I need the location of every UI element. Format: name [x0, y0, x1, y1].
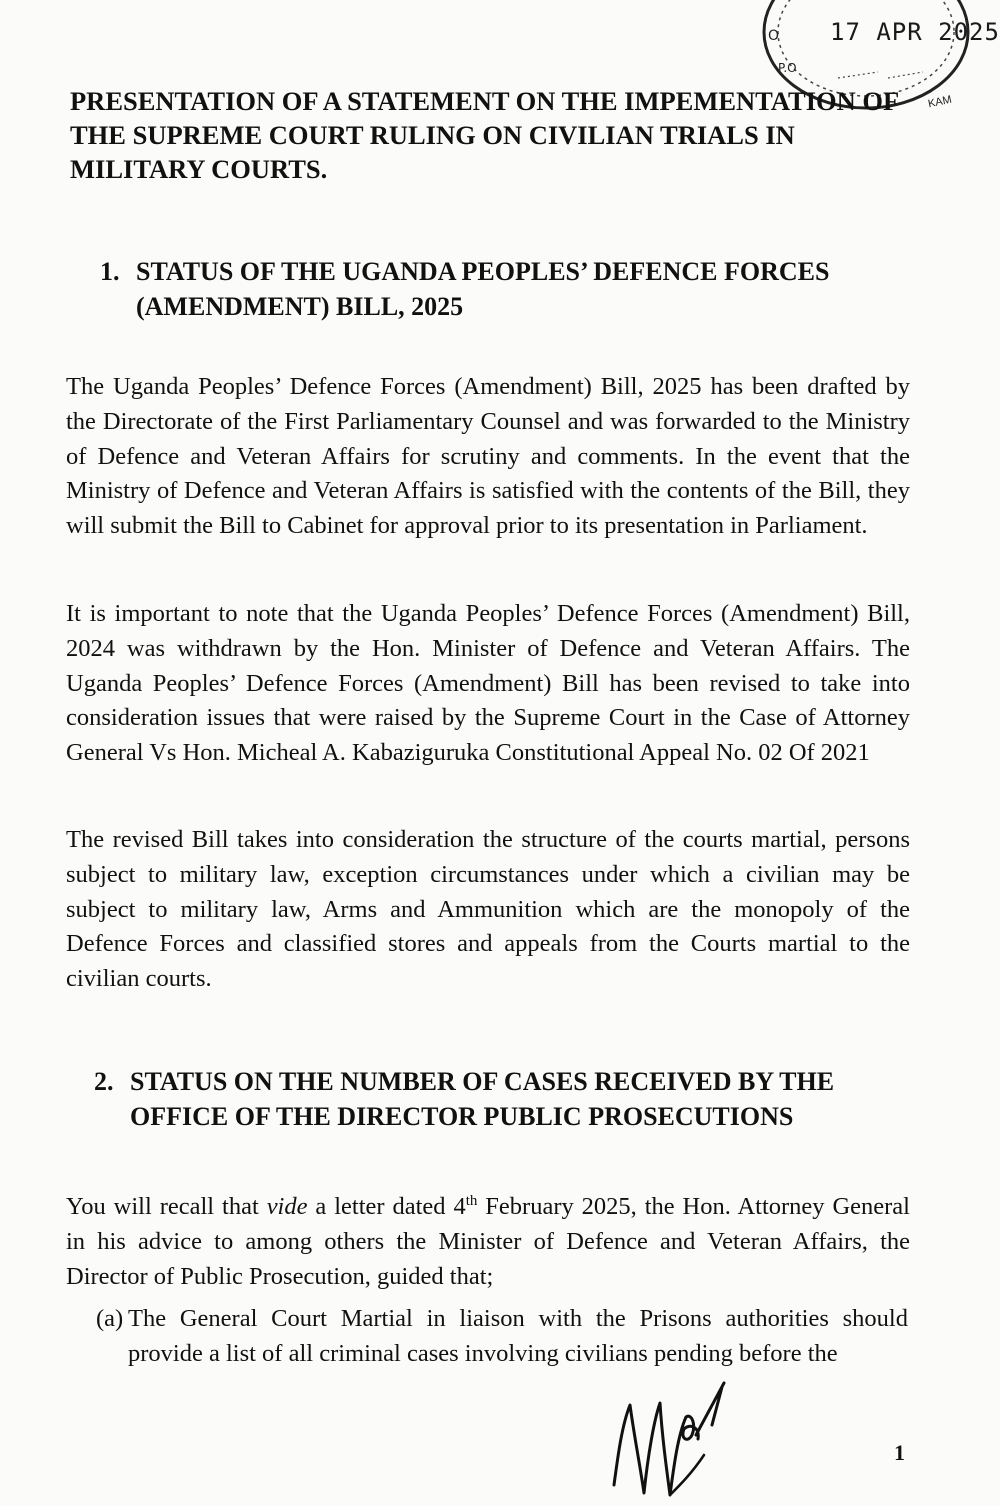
- section-1-number: 1.: [100, 257, 120, 286]
- intro-superscript: th: [465, 1192, 478, 1209]
- section-2-number: 2.: [94, 1067, 114, 1096]
- list-item-label: (a): [96, 1305, 124, 1332]
- stamp-side-text: KAM: [927, 93, 953, 111]
- intro-text-2: a letter dated 4: [307, 1193, 466, 1220]
- list-item-text: The General Court Martial in liaison with the Prisons authorities should provide a list of all criminal cases involving civilians pending before the: [128, 1305, 908, 1367]
- paragraph-2: It is important to note that the Uganda Peoples’ Defence Forces (Amendment) Bill, 2024 was withdrawn by the Hon. Minister of Defence and Veteran Affairs. The Uganda Peoples’ Defence Forces (Amendment) Bill has been revised to take into consideration issues that were raised by the Supreme Court in the Case of Attorney General Vs Hon. Micheal A. Kabaziguruka Constitutional Appeal No. 02 Of 2021: [66, 600, 910, 767]
- paragraph-1: The Uganda Peoples’ Defence Forces (Amendment) Bill, 2025 has been drafted by the Directorate of the First Parliamentary Counsel and was forwarded to the Ministry of Defence and Veteran Affairs for scrutiny and comments. In the event that the Ministry of Defence and Veteran Affairs is satisfied with the contents of the Bill, they will submit the Bill to Cabinet for approval prior to its presentation in Parliament.: [66, 373, 910, 540]
- document-title: PRESENTATION OF A STATEMENT ON THE IMPEMENTATION OF THE SUPREME COURT RULING ON CIVILIAN TRIALS IN MILITARY COURTS.: [70, 86, 899, 184]
- intro-italic-vide: vide: [266, 1193, 308, 1220]
- svg-text:O: O: [768, 28, 780, 44]
- section-2-intro: [66, 1190, 910, 1294]
- section-2-heading-text: STATUS ON THE NUMBER OF CASES RECEIVED BY THE OFFICE OF THE DIRECTOR PUBLIC PROSECUTIONS: [130, 1067, 835, 1131]
- section-1-heading-text: STATUS OF THE UGANDA PEOPLES’ DEFENCE FORCES (AMENDMENT) BILL, 2025: [136, 257, 830, 321]
- section-2-heading: [94, 1064, 910, 1134]
- page-number: 1: [894, 1440, 905, 1465]
- section-1-heading: [100, 254, 916, 324]
- intro-text-1: You will recall that: [66, 1193, 267, 1220]
- list-item: [96, 1302, 908, 1372]
- svg-text:P.O: P.O: [778, 61, 797, 75]
- paragraph-3: The revised Bill takes into consideration the structure of the courts martial, persons subject to military law, exception circumstances under which a civilian may be subject to military law, Arms and Ammunition which are the monopoly of the Defence Forces and classified stores and appeals from the Courts martial to the civilian courts.: [66, 826, 910, 993]
- stamp-date: 17 APR 2025: [830, 18, 1000, 46]
- signature-icon: [600, 1365, 740, 1505]
- intro-text-3: February 2025, the Hon. Attorney General in his advice to among others the Minister of Defence and Veteran Affairs, the Director of Public Prosecution, guided that;: [66, 1193, 910, 1290]
